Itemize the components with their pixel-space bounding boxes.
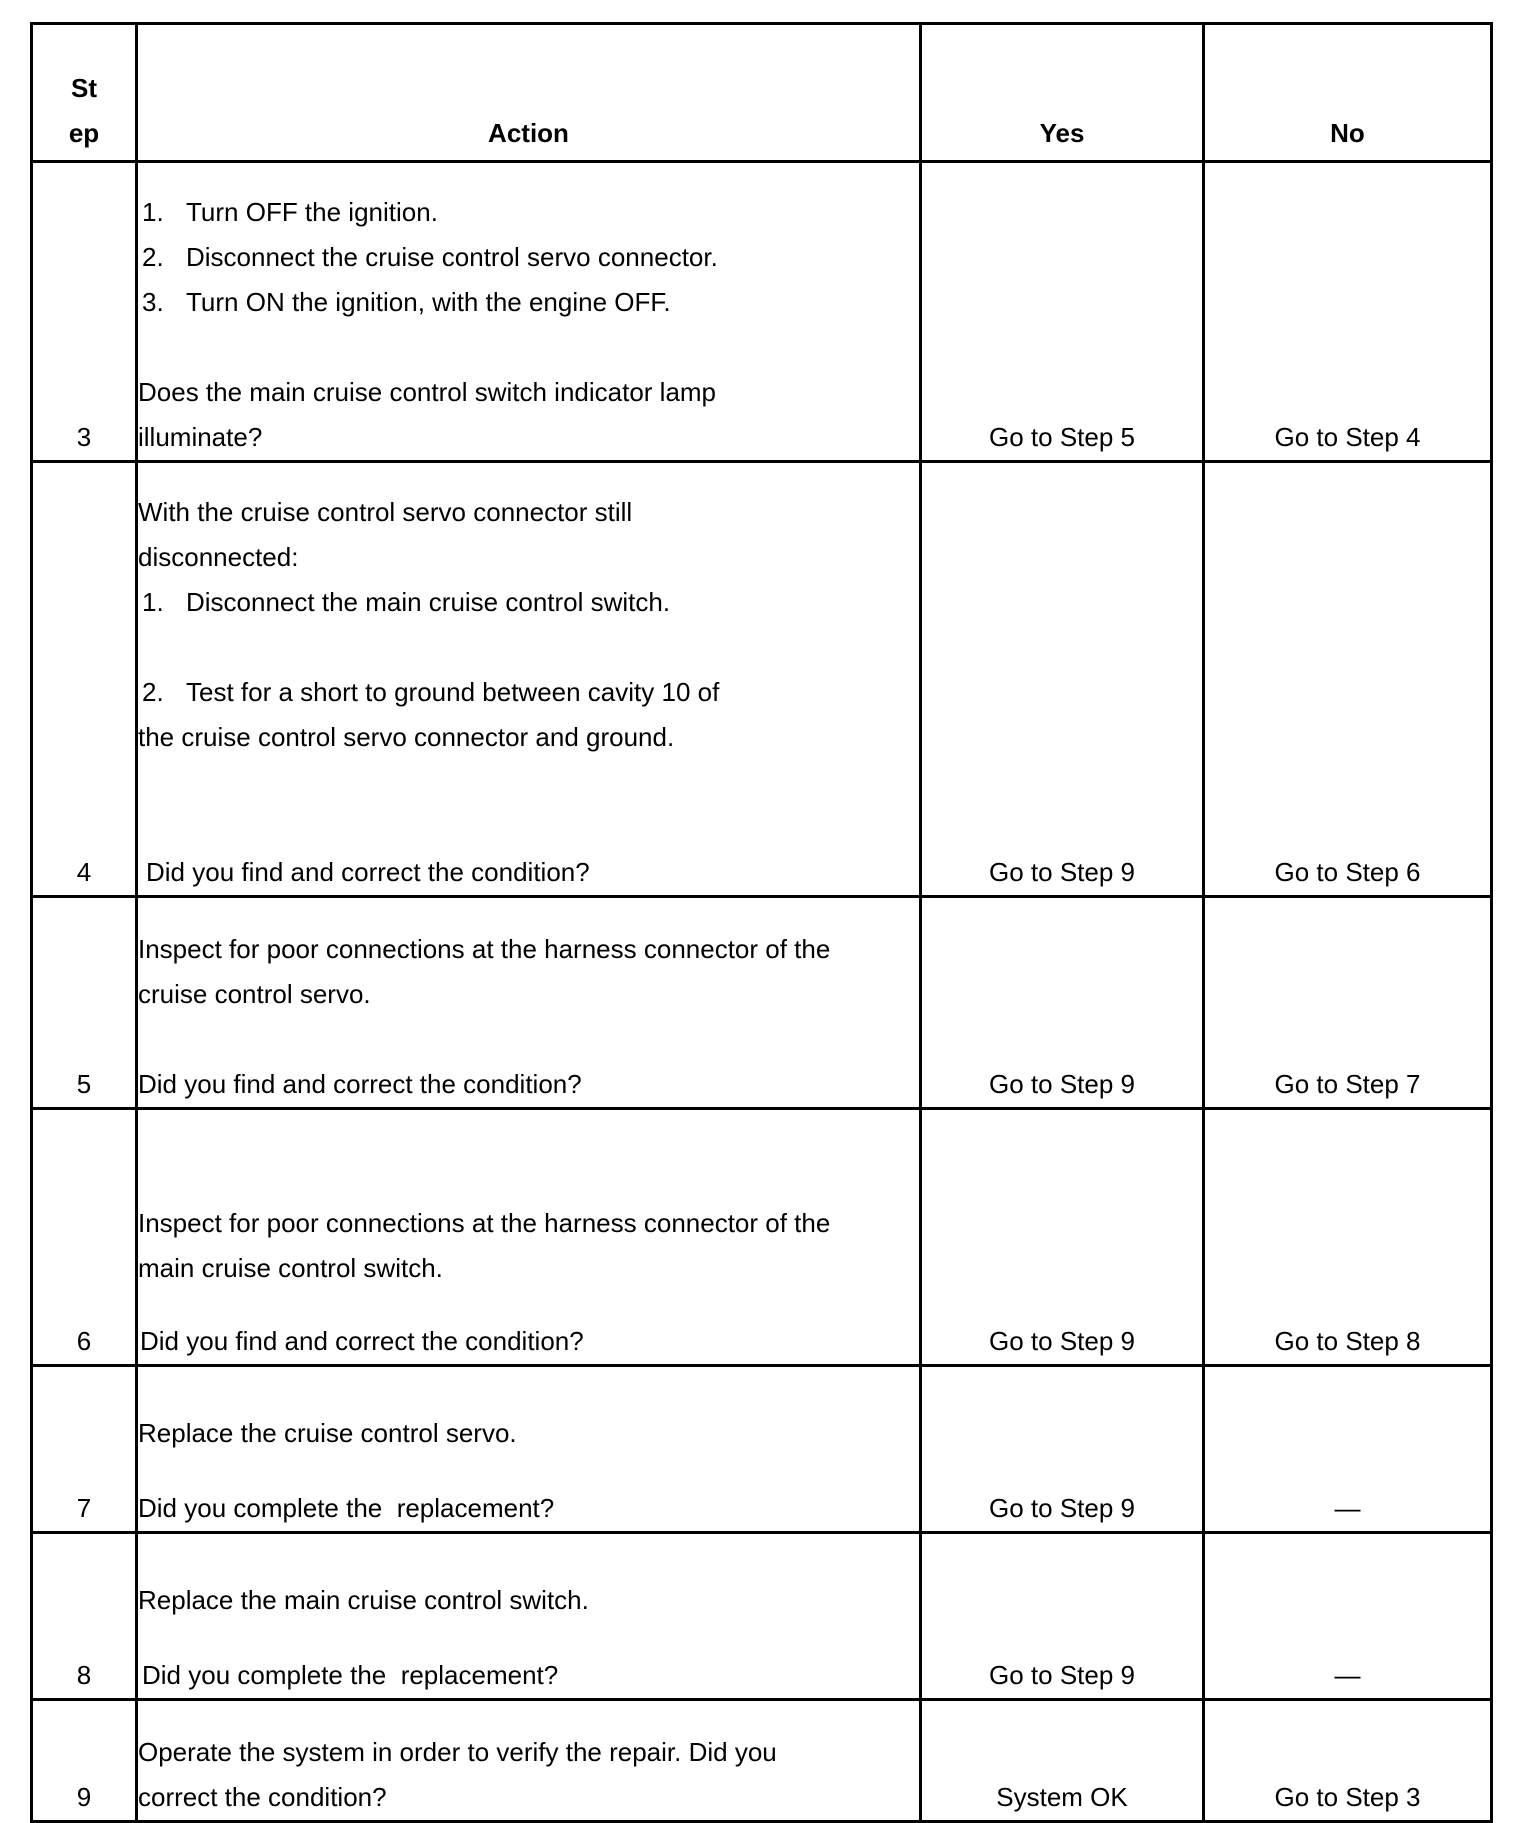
list-item-number: 3. [142,287,164,317]
table-row-step-6 [32,1109,1492,1366]
list-item [138,190,919,235]
no-result: Go to Step 3 [1204,1700,1492,1822]
action-question: Does the main cruise control switch indicator lamp illuminate? [138,377,717,452]
step-number: 5 [32,897,137,1109]
table-row-step-9 [32,1700,1492,1822]
action-text: Operate the system in order to verify the repair. Did you correct the condition? [138,1737,777,1812]
list-item [138,580,919,625]
action-cell [137,1366,921,1533]
diagnostic-table [30,22,1493,1823]
action-question: Did you complete the replacement? [142,1660,559,1690]
action-text: Replace the main cruise control switch. [138,1585,589,1615]
yes-result: Go to Step 9 [921,462,1204,897]
yes-result: System OK [921,1700,1204,1822]
table-row-step-4 [32,462,1492,897]
step-number: 6 [32,1109,137,1366]
action-cell [137,1533,921,1700]
action-question: Did you find and correct the condition? [138,1069,582,1099]
action-question: Did you complete the replacement? [138,1493,555,1523]
action-text: Replace the cruise control servo. [138,1418,517,1448]
list-item-text: Disconnect the main cruise control switch. [186,587,671,617]
yes-result: Go to Step 9 [921,1366,1204,1533]
yes-column-header: Yes [921,24,1204,162]
no-result: Go to Step 7 [1204,897,1492,1109]
list-item-number: 2. [142,677,164,707]
no-result: Go to Step 8 [1204,1109,1492,1366]
action-column-header: Action [137,24,921,162]
action-cell [137,1700,921,1822]
step-number: 8 [32,1533,137,1700]
list-item-text: Turn OFF the ignition. [186,197,438,227]
no-column-header: No [1204,24,1492,162]
yes-result: Go to Step 9 [921,1533,1204,1700]
yes-result: Go to Step 5 [921,162,1204,462]
step-column-header [32,24,137,162]
list-item [138,235,919,280]
no-result: — [1204,1366,1492,1533]
yes-result: Go to Step 9 [921,897,1204,1109]
step-number: 4 [32,462,137,897]
action-text: Inspect for poor connections at the harness connector of the main cruise control switch. [138,1208,831,1283]
no-result: — [1204,1533,1492,1700]
list-item-number: 1. [142,587,164,617]
list-item [138,670,919,715]
step-number: 3 [32,162,137,462]
action-cell [137,897,921,1109]
list-item-text: Turn ON the ignition, with the engine OFF. [186,287,671,317]
list-item-continuation: the cruise control servo connector and ground. [138,722,675,752]
yes-result: Go to Step 9 [921,1109,1204,1366]
table-header-row [32,24,1492,162]
list-item-text: Test for a short to ground between cavity 10 of [186,677,720,707]
table-row-step-5 [32,897,1492,1109]
action-cell [137,1109,921,1366]
step-number: 9 [32,1700,137,1822]
list-item-text: Disconnect the cruise control servo connector. [186,242,718,272]
list-item-number: 1. [142,197,164,227]
no-result: Go to Step 4 [1204,162,1492,462]
list-item-number: 2. [142,242,164,272]
table-row-step-7 [32,1366,1492,1533]
step-number: 7 [32,1366,137,1533]
action-question: Did you find and correct the condition? [146,857,590,887]
step-header-text: St ep [68,73,100,148]
table-row-step-8 [32,1533,1492,1700]
no-result: Go to Step 6 [1204,462,1492,897]
action-intro: With the cruise control servo connector still disconnected: [138,497,633,572]
action-question: Did you find and correct the condition? [140,1326,584,1356]
action-cell [137,162,921,462]
list-item [138,280,919,325]
action-text: Inspect for poor connections at the harness connector of the cruise control servo. [138,934,831,1009]
action-cell [137,462,921,897]
table-row-step-3 [32,162,1492,462]
